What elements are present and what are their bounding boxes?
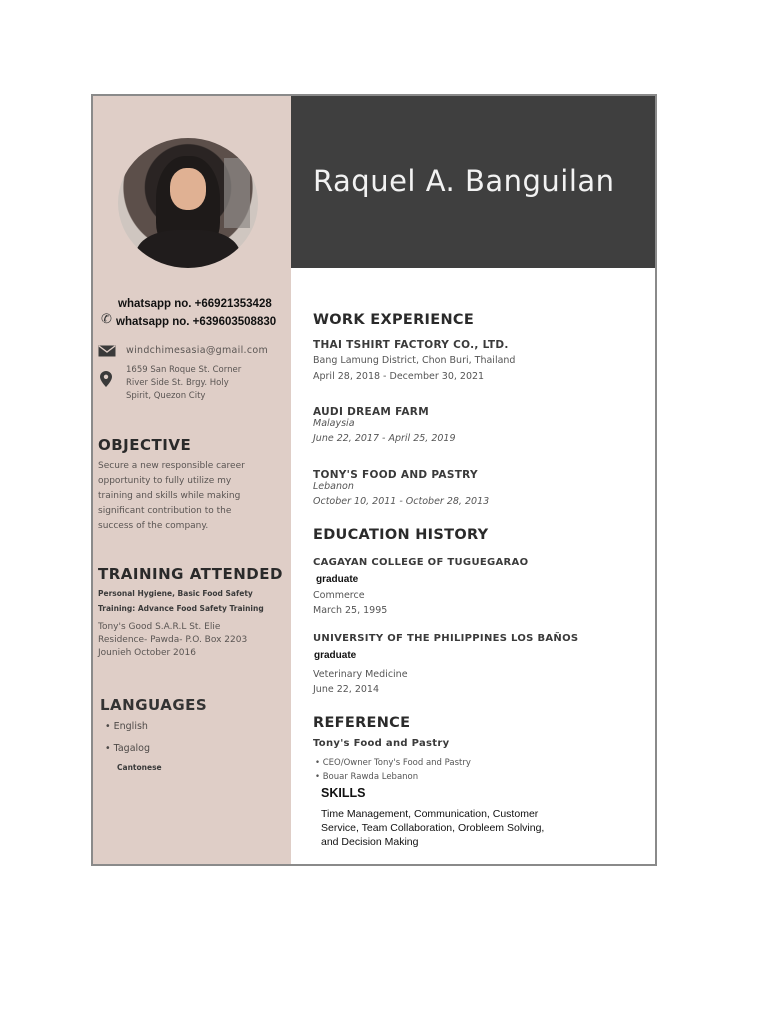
- candidate-name: Raquel A. Banguilan: [313, 164, 615, 198]
- job-dates: April 28, 2018 - December 30, 2021: [313, 371, 485, 382]
- language-extra: Cantonese: [117, 763, 162, 772]
- location-pin-icon: [100, 371, 112, 390]
- reference-company: Tony's Food and Pastry: [313, 738, 450, 749]
- school-date: March 25, 1995: [313, 605, 388, 616]
- training-heading: TRAINING ATTENDED: [98, 565, 283, 583]
- reference-bullet: • CEO/Owner Tony's Food and Pastry: [315, 758, 471, 768]
- job-dates: October 10, 2011 - October 28, 2013: [313, 496, 490, 507]
- objective-line: opportunity to fully utilize my: [98, 476, 232, 486]
- school-course: Veterinary Medicine: [313, 669, 408, 680]
- job-company: TONY'S FOOD AND PASTRY: [313, 469, 478, 481]
- training-course: Personal Hygiene, Basic Food Safety: [98, 589, 253, 598]
- language-item: • Tagalog: [105, 743, 151, 754]
- job-company: THAI TSHIRT FACTORY CO., LTD.: [313, 339, 509, 351]
- school-name: CAGAYAN COLLEGE OF TUGUEGARAO: [313, 557, 529, 568]
- languages-heading: LANGUAGES: [100, 696, 208, 714]
- phone-icon: ✆: [101, 312, 112, 327]
- skills-heading: SKILLS: [321, 786, 366, 800]
- sidebar: [93, 96, 291, 864]
- training-detail: Jounieh October 2016: [98, 648, 196, 658]
- job-location: Lebanon: [313, 481, 354, 492]
- resume-document: [91, 94, 657, 866]
- skills-text: Time Management, Communication, Customer Service, Team Collaboration, Orobleem Solving, and Decision Making: [321, 808, 545, 848]
- address-line-2: River Side St. Brgy. Holy: [126, 378, 229, 388]
- language-item: • English: [105, 721, 148, 732]
- school-course: Commerce: [313, 590, 365, 601]
- school-name: UNIVERSITY OF THE PHILIPPINES LOS BAÑOS: [313, 633, 579, 644]
- objective-line: training and skills while making: [98, 491, 241, 501]
- objective-line: success of the company.: [98, 521, 209, 531]
- school-status: graduate: [314, 650, 357, 661]
- school-date: June 22, 2014: [313, 684, 380, 695]
- whatsapp-number-2: whatsapp no. +639603508830: [116, 316, 277, 328]
- reference-bullet: • Bouar Rawda Lebanon: [315, 772, 419, 782]
- objective-heading: OBJECTIVE: [98, 436, 192, 454]
- job-location: Malaysia: [313, 418, 355, 429]
- job-dates: June 22, 2017 - April 25, 2019: [313, 433, 456, 444]
- email-address: windchimesasia@gmail.com: [126, 345, 269, 356]
- objective-line: Secure a new responsible career: [98, 461, 245, 471]
- whatsapp-number-1: whatsapp no. +66921353428: [118, 298, 272, 310]
- address-line-1: 1659 San Roque St. Corner: [126, 365, 242, 375]
- training-course: Training: Advance Food Safety Training: [98, 604, 264, 613]
- school-status: graduate: [316, 574, 359, 585]
- reference-heading: REFERENCE: [313, 715, 411, 731]
- header-banner: [291, 96, 655, 268]
- profile-photo: [118, 138, 258, 268]
- work-experience-heading: WORK EXPERIENCE: [313, 312, 475, 328]
- training-detail: Residence- Pawda- P.O. Box 2203: [98, 635, 248, 645]
- email-icon: [98, 345, 116, 360]
- job-company: AUDI DREAM FARM: [313, 406, 429, 418]
- job-location: Bang Lamung District, Chon Buri, Thailand: [313, 355, 516, 366]
- objective-line: significant contribution to the: [98, 506, 232, 516]
- training-detail: Tony's Good S.A.R.L St. Elie: [98, 622, 221, 632]
- address-line-3: Spirit, Quezon City: [126, 391, 206, 401]
- education-heading: EDUCATION HISTORY: [313, 527, 489, 543]
